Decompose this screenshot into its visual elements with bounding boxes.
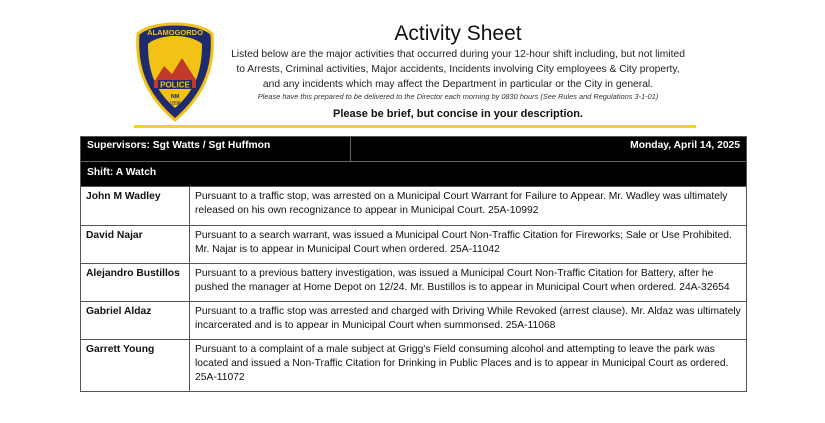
subject-name: John M Wadley [81,187,190,225]
svg-text:POLICE: POLICE [160,80,190,90]
activity-description: Pursuant to a complaint of a male subject at Grigg's Field consuming alcohol and attempting to leave the park was located and issued a Non-Traffic Citation for Drinking in Public Places and is to appear in Municipal Court as ordered. 25A-11072 [195,344,729,383]
subject-name: Alejandro Bustillos [81,264,190,301]
page-title: Activity Sheet [394,22,522,45]
intro-text: Listed below are the major activities that occurred during your 12-hour shift including, but not limited to Arrests, Criminal activities, Major accidents, Incidents involving City employees & City property, and any incidents which may affect the Department in particular or the City in general. [231,49,685,90]
svg-text:NM: NM [170,94,180,100]
date-cell: Monday, April 14, 2025 [630,140,740,151]
table-row [81,263,746,301]
table-row [81,186,746,225]
svg-text:1898: 1898 [169,101,181,107]
subject-name: David Najar [81,226,190,263]
table-row [81,225,746,263]
police-badge-icon [134,22,216,122]
activity-description: Pursuant to a traffic stop was arrested and charged with Driving While Revoked (arrest clause). Mr. Aldaz was ultimately incarcerated and is to appear in Municipal Court when summonsed. 25A-11068 [195,306,741,331]
supervisor-row [81,137,746,161]
svg-text:ALAMOGORDO: ALAMOGORDO [147,28,203,37]
supervisors-cell: Supervisors: Sgt Watts / Sgt Huffmon [81,137,351,161]
activity-description: Pursuant to a traffic stop, was arrested on a Municipal Court Warrant for Failure to Appear. Mr. Wadley was ultimately released on his own recognizance to appear in Municipal Court. 25A-10992 [195,191,728,216]
activity-description: Pursuant to a search warrant, was issued a Municipal Court Non-Traffic Citation for Fireworks; Sale or Use Prohibited. Mr. Najar is to appear in Municipal Court when ordered. 25A-11042 [195,230,732,255]
shift-cell: Shift: A Watch [87,167,157,178]
shift-row [81,161,746,186]
brief-instruction: Please be brief, but concise in your description. [332,108,583,120]
table-row [81,301,746,339]
document-header [0,0,825,130]
table-row [81,339,746,391]
delivery-note: Please have this prepared to be delivered to the Director each morning by 0830 hours (See Rules and Regulations 3-1-01) [257,92,659,101]
subject-name: Garrett Young [81,340,190,391]
subject-name: Gabriel Aldaz [81,302,190,339]
activity-description: Pursuant to a previous battery investigation, was issued a Municipal Court Non-Traffic Citation for Battery, after he pushed the manager at Home Depot on 12/24. Mr. Bustillos is to appear in Municipal Court when ordered. 24A-32654 [195,268,730,293]
header-divider [134,125,696,128]
activity-table [80,136,747,392]
